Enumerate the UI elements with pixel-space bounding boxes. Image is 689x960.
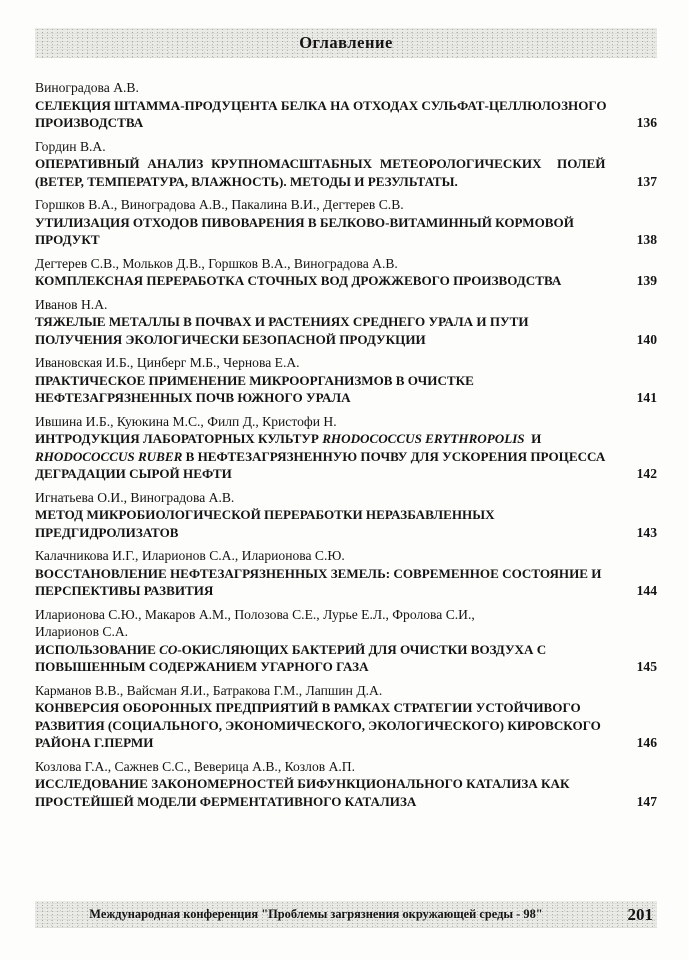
- entry-title: [35, 97, 613, 132]
- entry-title: [35, 565, 613, 600]
- entry-author-line: Гордин В.А.: [35, 138, 106, 154]
- entry-title-line: ПРАКТИЧЕСКОЕ ПРИМЕНЕНИЕ МИКРООРГАНИЗМОВ В ОЧИСТКЕ: [35, 372, 474, 388]
- entry-author-line: Ившина И.Б., Куюкина М.С., Филп Д., Кристофи Н.: [35, 413, 337, 429]
- entry-title-row: [35, 272, 657, 290]
- entry-author-line: Игнатьева О.И., Виноградова А.В.: [35, 489, 235, 505]
- entry-page-number: 145: [636, 659, 657, 674]
- entry-author-line: Иларионов С.А.: [35, 624, 129, 639]
- entry-title-line: КОНВЕРСИЯ ОБОРОННЫХ ПРЕДПРИЯТИЙ В РАМКАХ СТРАТЕГИИ УСТОЙЧИВОГО: [35, 700, 581, 715]
- toc-entry: [35, 354, 657, 407]
- page-content: [35, 28, 657, 816]
- entry-title-row: [35, 430, 657, 483]
- entry-title-line: МЕТОД МИКРОБИОЛОГИЧЕСКОЙ ПЕРЕРАБОТКИ НЕРАЗБАВЛЕННЫХ: [35, 507, 495, 522]
- entry-authors: [35, 354, 657, 372]
- entry-author-line: Карманов В.В., Вайсман Я.И., Батракова Г.М., Лапшин Д.А.: [35, 682, 383, 698]
- entry-title-row: [35, 214, 657, 249]
- entry-title-row: [35, 775, 657, 810]
- entry-authors: [35, 296, 657, 314]
- entry-title: [35, 214, 613, 249]
- entry-page-number: 140: [636, 331, 657, 347]
- entry-title-row: [35, 565, 657, 600]
- entry-title: [35, 699, 613, 752]
- entry-title-row: [35, 313, 657, 348]
- entry-authors: [35, 255, 657, 273]
- toc-entry: [35, 296, 657, 349]
- entry-title-line: ПЕРСПЕКТИВЫ РАЗВИТИЯ: [35, 583, 214, 598]
- footer-page-number: 201: [627, 904, 653, 924]
- toc-entry: [35, 758, 657, 811]
- toc-entry: [35, 79, 657, 132]
- entry-page-number: 141: [636, 390, 657, 405]
- entry-title-line: РАЗВИТИЯ (СОЦИАЛЬНОГО, ЭКОНОМИЧЕСКОГО, ЭКОЛОГИЧЕСКОГО) КИРОВСКОГО: [35, 717, 601, 733]
- entry-authors: [35, 413, 657, 431]
- toc-entry: [35, 682, 657, 752]
- entry-authors: [35, 138, 657, 156]
- toc-entry: [35, 606, 657, 676]
- toc-entry: [35, 255, 657, 290]
- entry-title-line: ПРОСТЕЙШЕЙ МОДЕЛИ ФЕРМЕНТАТИВНОГО КАТАЛИЗА: [35, 793, 417, 809]
- toc-entry: [35, 196, 657, 249]
- entry-title: [35, 372, 613, 407]
- entry-title-line: НЕФТЕЗАГРЯЗНЕННЫХ ПОЧВ ЮЖНОГО УРАЛА: [35, 390, 351, 405]
- entry-authors: [35, 196, 657, 214]
- entry-title-line: (ВЕТЕР, ТЕМПЕРАТУРА, ВЛАЖНОСТЬ). МЕТОДЫ И РЕЗУЛЬТАТЫ.: [35, 173, 458, 189]
- toc-entries: [35, 79, 657, 810]
- entry-title-line: СЕЛЕКЦИЯ ШТАММА-ПРОДУЦЕНТА БЕЛКА НА ОТХОДАХ СУЛЬФАТ-ЦЕЛЛЮЛОЗНОГО: [35, 97, 607, 113]
- entry-title-line: ВОССТАНОВЛЕНИЕ НЕФТЕЗАГРЯЗНЕННЫХ ЗЕМЕЛЬ: СОВРЕМЕННОЕ СОСТОЯНИЕ И: [35, 565, 602, 581]
- entry-title: [35, 641, 613, 676]
- entry-title-line: ТЯЖЕЛЫЕ МЕТАЛЛЫ В ПОЧВАХ И РАСТЕНИЯХ СРЕДНЕГО УРАЛА И ПУТИ: [35, 314, 529, 329]
- entry-title-line: ИССЛЕДОВАНИЕ ЗАКОНОМЕРНОСТЕЙ БИФУНКЦИОНАЛЬНОГО КАТАЛИЗА КАК: [35, 776, 570, 791]
- toc-entry: [35, 413, 657, 483]
- entry-page-number: 138: [636, 232, 657, 247]
- footer-band: [35, 901, 657, 928]
- entry-author-line: Козлова Г.А., Сажнев С.С., Веверица А.В., Козлов А.П.: [35, 758, 356, 774]
- entry-author-line: Горшков В.А., Виноградова А.В., Пакалина В.И., Дегтерев С.В.: [35, 197, 404, 212]
- entry-title: [35, 430, 613, 483]
- entry-authors: [35, 489, 657, 507]
- entry-title-line: ОПЕРАТИВНЫЙ АНАЛИЗ КРУПНОМАСШТАБНЫХ МЕТЕОРОЛОГИЧЕСКИХ ПОЛЕЙ: [35, 156, 606, 171]
- header-band: [35, 28, 657, 58]
- entry-title: [35, 313, 613, 348]
- page-title: Оглавление: [299, 33, 393, 52]
- entry-title-row: [35, 506, 657, 541]
- entry-author-line: Иларионова С.Ю., Макаров А.М., Полозова С.Е., Лурье Е.Л., Фролова С.И.,: [35, 606, 475, 622]
- entry-page-number: 139: [636, 273, 657, 288]
- entry-page-number: 142: [636, 466, 657, 481]
- entry-page-number: 146: [636, 735, 657, 750]
- entry-title-line: ПОЛУЧЕНИЯ ЭКОЛОГИЧЕСКИ БЕЗОПАСНОЙ ПРОДУКЦИИ: [35, 331, 426, 347]
- entry-title: [35, 155, 613, 190]
- entry-page-number: 147: [636, 793, 657, 809]
- entry-author-line: Ивановская И.Б., Цинберг М.Б., Чернова Е.А.: [35, 355, 300, 370]
- entry-title: [35, 775, 613, 810]
- entry-title-line: КОМПЛЕКСНАЯ ПЕРЕРАБОТКА СТОЧНЫХ ВОД ДРОЖЖЕВОГО ПРОИЗВОДСТВА: [35, 273, 562, 288]
- entry-authors: [35, 682, 657, 700]
- entry-author-line: Виноградова А.В.: [35, 80, 139, 95]
- entry-title-line: ИСПОЛЬЗОВАНИЕ СО-ОКИСЛЯЮЩИХ БАКТЕРИЙ ДЛЯ ОЧИСТКИ ВОЗДУХА С: [35, 641, 547, 657]
- entry-title-line: УТИЛИЗАЦИЯ ОТХОДОВ ПИВОВАРЕНИЯ В БЕЛКОВО-ВИТАМИННЫЙ КОРМОВОЙ: [35, 214, 574, 230]
- entry-authors: [35, 606, 657, 641]
- entry-page-number: 144: [636, 583, 657, 598]
- entry-title-row: [35, 372, 657, 407]
- entry-title-line: ПРЕДГИДРОЛИЗАТОВ: [35, 524, 179, 540]
- entry-authors: [35, 547, 657, 565]
- entry-title-row: [35, 699, 657, 752]
- entry-title-line: ПОВЫШЕННЫМ СОДЕРЖАНИЕМ УГАРНОГО ГАЗА: [35, 659, 369, 674]
- entry-author-line: Дегтерев С.В., Мольков Д.В., Горшков В.А., Виноградова А.В.: [35, 255, 398, 271]
- entry-page-number: 137: [636, 173, 657, 189]
- entry-authors: [35, 79, 657, 97]
- entry-title-row: [35, 97, 657, 132]
- entry-title-line: ИНТРОДУКЦИЯ ЛАБОРАТОРНЫХ КУЛЬТУР RHODOCOCCUS ERYTHROPOLIS И: [35, 431, 542, 446]
- entry-title-line: RHODOCOCCUS RUBER В НЕФТЕЗАГРЯЗНЕННУЮ ПОЧВУ ДЛЯ УСКОРЕНИЯ ПРОЦЕССА: [35, 448, 606, 464]
- entry-title-line: ДЕГРАДАЦИИ СЫРОЙ НЕФТИ: [35, 466, 232, 481]
- toc-entry: [35, 547, 657, 600]
- entry-title-line: ПРОДУКТ: [35, 232, 100, 247]
- entry-authors: [35, 758, 657, 776]
- toc-entry: [35, 138, 657, 191]
- entry-title-row: [35, 155, 657, 190]
- entry-title-line: РАЙОНА Г.ПЕРМИ: [35, 735, 154, 750]
- entry-title: [35, 506, 613, 541]
- toc-entry: [35, 489, 657, 542]
- entry-page-number: 143: [636, 524, 657, 540]
- entry-author-line: Калачникова И.Г., Иларионов С.А., Иларионова С.Ю.: [35, 548, 345, 563]
- entry-title-row: [35, 641, 657, 676]
- entry-title-line: ПРОИЗВОДСТВА: [35, 115, 144, 130]
- entry-page-number: 136: [636, 115, 657, 130]
- entry-author-line: Иванов Н.А.: [35, 296, 108, 312]
- footer-conference-title: Международная конференция "Проблемы загрязнения окружающей среды - 98": [89, 907, 543, 921]
- entry-title: [35, 272, 613, 290]
